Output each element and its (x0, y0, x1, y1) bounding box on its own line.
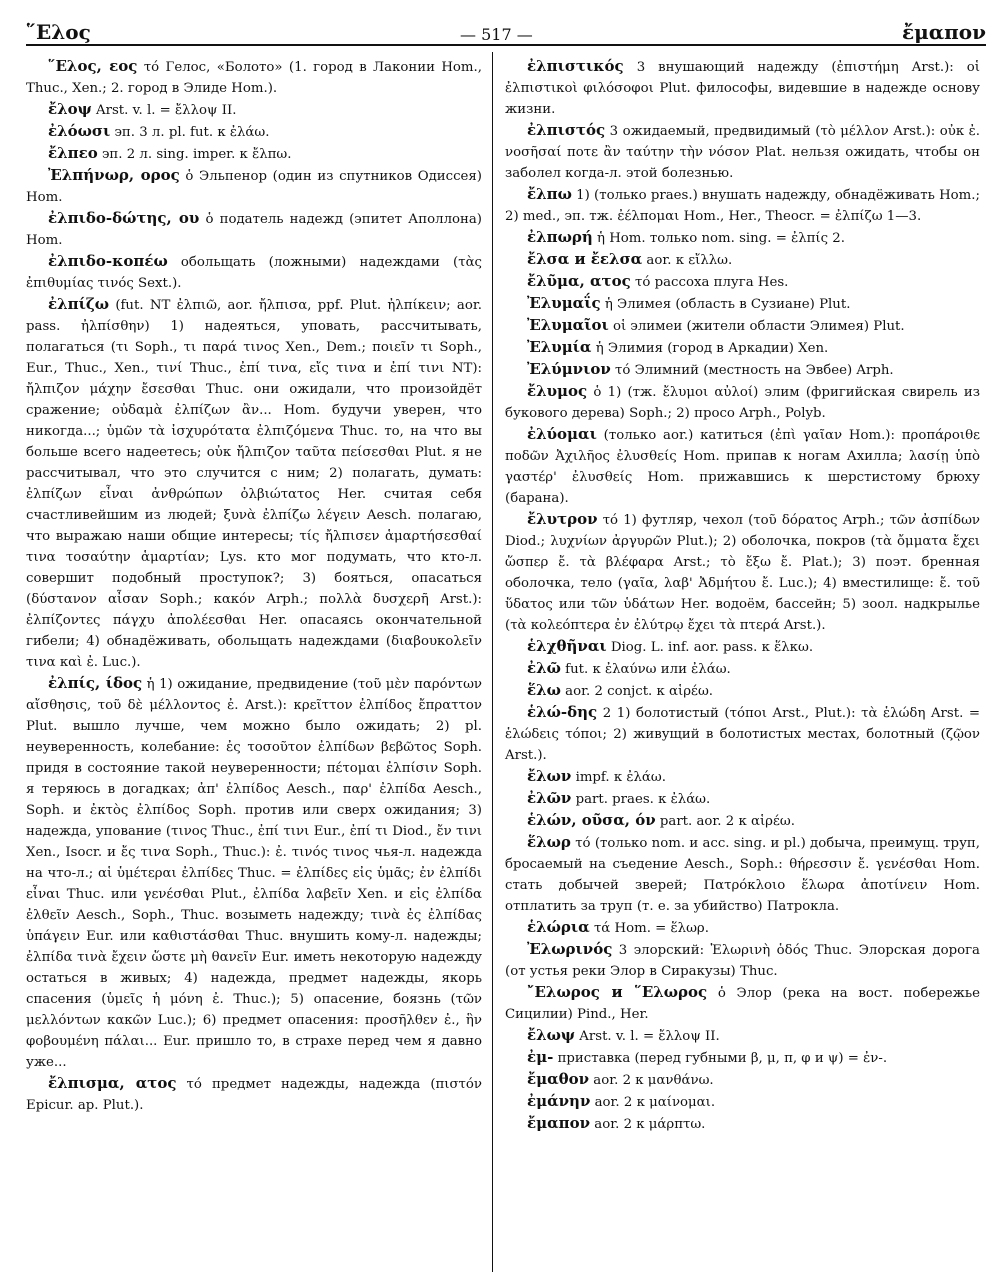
header-first-word: ῞Ελος (26, 20, 91, 44)
entry-definition: aor. 2 к μανθάνω. (593, 1073, 714, 1088)
entry-headword: Ἐλπήνωρ, ορος (48, 166, 180, 184)
entry-definition: ἡ Элимия (город в Аркадии) Xen. (595, 341, 829, 356)
dictionary-entry (505, 381, 980, 424)
dictionary-entry (505, 939, 980, 982)
entry-definition: part. aor. 2 к αἱρέω. (659, 814, 795, 829)
entry-definition: ἡ Элимея (область в Сузиане) Plut. (604, 297, 851, 312)
dictionary-entry (505, 658, 980, 680)
entry-headword: ἐλπιστός (527, 121, 606, 139)
dictionary-entry (505, 184, 980, 227)
entry-definition: τό Гелос, «Болото» (1. город в Лаконии Hom., Thuc., Xen.; 2. город в Элиде Hom.). (26, 60, 482, 96)
entry-headword: Ἐλωρινός (527, 940, 613, 958)
entry-definition: aor. 2 к μαίνομαι. (594, 1095, 716, 1110)
entry-definition: (fut. NT ἐλπιῶ, aor. ἤλπισα, ppf. Plut. ἠλπίκειν; aor. pass. ἠλπίσθην) 1) надеяться, уповать, рассчитывать, полагаться (τι Soph., τι παρά τινος Xen., Dem.; ποιεῖν τι Soph., Eur., Thuc., Xen., τινί Thuc., ἐπί τινα, εἴς τινα и ἐπί τινι NT): ἤλπιζον μάχην ἔσεσθαι Thuc. они ожидали, что произойдёт сражение; οὐδαμὰ ἐλπίζων ἂν... Hom. будучи уверен, что никогда...; ὑμῶν τὰ ἰσχυρότατα ἐλπιζόμενα Thuc. то, на что вы больше всего надеетесь; οὐκ ἤλπιζον ταῦτα πείσεσθαι Plut. я не рассчитывал, что это случится с ним; 2) полагать, думать: ἐλπίζων εἶναι ἀνθρώπων ὀλβιώτατος Her. считая себя счастливейшим из людей; ξυνὰ ἐλπίζω λέγειν Aesch. полагаю, что выражаю наши общие интересы; τίς ἤλπισεν ἁμαρτήσεσθαί τινα τοσαύτην ἁμαρτίαν; Lys. кто мог подумать, что кто-л. совершит подобный проступок?; 3) бояться, опасаться (δύστανον αἶσαν Soph.; κακόν Arph.; πολλὰ δυσχερῆ Arst.): ἐλπίζοντες πάγχυ ἀπολέεσθαι Her. опасаясь окончательной гибели; 4) обнадёживать, обольщать надеждами (διαβουκολεῖν τινα καὶ ἐ. Luc.). (26, 298, 482, 670)
dictionary-entry (505, 120, 980, 184)
dictionary-entry (505, 1091, 980, 1113)
dictionary-entry (505, 271, 980, 293)
entry-headword: ἔλπεο (48, 144, 98, 162)
entry-headword: ἐμ- (527, 1048, 554, 1066)
entry-headword: ἔλπισμα, ατος (48, 1074, 177, 1092)
entry-definition: эп. 2 л. sing. imper. к ἔλπω. (101, 147, 292, 162)
entry-headword: ἔλσα и ἔελσα (527, 250, 643, 268)
dictionary-entry (505, 56, 980, 120)
entry-definition: Arst. v. l. = ἔλλοψ II. (96, 103, 237, 118)
dictionary-entry (505, 810, 980, 832)
dictionary-entry (505, 702, 980, 766)
entry-headword: Ἐλύμνιον (527, 360, 611, 378)
dictionary-entry (505, 315, 980, 337)
entry-headword: ἐλῶν (527, 789, 572, 807)
dictionary-entry (505, 832, 980, 917)
columns (26, 52, 986, 1272)
entry-headword: ἑλώ-δης (527, 703, 598, 721)
entry-headword: ἔμαθον (527, 1070, 590, 1088)
page-number: — 517 — (460, 25, 533, 44)
dictionary-entry (26, 673, 482, 1073)
entry-headword: ἐμάνην (527, 1092, 591, 1110)
dictionary-entry (505, 424, 980, 509)
entry-definition: τό 1) футляр, чехол (τοῦ δόρατος Arph.; τῶν ἀσπίδων Diod.; λυχνίων ἀργυρῶν Plut.); 2) оболочка, покров (τὰ ὄμματα ἔχει ὥσπερ ἔ. τὰ βλέφαρα Arst.; τὸ ἔξω ἔ. Plat.); 3) поэт. бренная оболочка, тело (γαῖα, λαβ' Ἀδμήτου ἔ. Luc.); 4) вместилище: ἔ. τοῦ ὕδατος или τῶν ὑδάτων Her. водоём, бассейн; 5) зоол. надкрылье (τὰ κολεόπτερα ἐν ἐλύτρῳ ἔχει τὰ πτερά Arst.). (505, 513, 980, 633)
entry-headword: ἔλοψ (48, 100, 92, 118)
entry-headword: ἑλών, οῦσα, όν (527, 811, 656, 829)
entry-definition: приставка (перед губными β, μ, π, φ и ψ) = ἐν-. (557, 1051, 888, 1066)
dictionary-entry (505, 509, 980, 636)
entry-headword: ἔλωψ (527, 1026, 576, 1044)
entry-headword: ἔλυτρον (527, 510, 598, 528)
entry-headword: Ἐλυμία (527, 338, 592, 356)
entry-definition: (только aor.) катиться (ἐπὶ γαῖαν Hom.): προπάροιθε ποδῶν Ἀχιλῆος ἐλυσθείς Hom. припав к ногам Ахилла; λασίῃ ὑπὸ γαστέρ' ἐλυσθείς Hom. прижавшись к шерстистому брюху (барана). (505, 428, 980, 506)
left-column (26, 52, 492, 1272)
dictionary-entry (26, 56, 482, 99)
entry-headword: ἔλπω (527, 185, 572, 203)
entry-headword: ἔλων (527, 767, 572, 785)
entry-headword: ἐλπιστικός (527, 57, 624, 75)
entry-headword: ἑλχθῆναι (527, 637, 607, 655)
entry-definition: ὁ Элор (река на вост. побережье Сицилии) Pind., Her. (505, 986, 980, 1022)
dictionary-entry (505, 982, 980, 1025)
entry-definition: οἱ элимеи (жители области Элимея) Plut. (612, 319, 905, 334)
entry-headword: ἐλπωρή (527, 228, 593, 246)
entry-headword: Ἐλυμαΐς (527, 294, 601, 312)
dictionary-entry (26, 99, 482, 121)
entry-definition: τά Hom. = ἕλωρ. (593, 921, 709, 936)
entry-definition: impf. к ἐλάω. (575, 770, 666, 785)
entry-definition: τό Элимний (местность на Эвбее) Arph. (614, 363, 894, 378)
entry-headword: ἐλῶ (527, 659, 561, 677)
dictionary-entry (26, 165, 482, 208)
dictionary-entry (505, 1047, 980, 1069)
entry-headword: ἕλω (527, 681, 561, 699)
entry-definition: эп. 3 л. pl. fut. к ἐλάω. (114, 125, 270, 140)
entry-definition: 3 элорский: Ἐλωρινὴ ὁδός Thuc. Элорская дорога (от устья реки Элор в Сиракузы) Thuc. (505, 943, 980, 979)
entry-headword: ἔλυμος (527, 382, 588, 400)
entry-definition: 2 1) болотистый (τόποι Arst., Plut.): τὰ ἑλώδη Arst. = ἑλώδεις τόποι; 2) живущий в болотистых местах, болотный (ζῷον Arst.). (505, 706, 980, 763)
dictionary-entry (505, 680, 980, 702)
dictionary-entry (505, 636, 980, 658)
dictionary-entry (505, 249, 980, 271)
entry-definition: обольщать (ложными) надеждами (τὰς ἐπιθυμίας τινός Sext.). (26, 255, 482, 291)
entry-headword: ἐλπίζω (48, 295, 110, 313)
page-header (26, 14, 986, 46)
entry-definition: 3 внушающий надежду (ἐπιστήμη Arst.): οἱ ἐλπιστικοὶ φιλόσοφοι Plut. философы, видевшие в надежде основу жизни. (505, 60, 980, 117)
entry-definition: aor. 2 к μάρπτω. (594, 1117, 706, 1132)
entry-headword: ἐλπιδο-δώτης, ου (48, 209, 200, 227)
entry-definition: τό рассоха плуга Hes. (635, 275, 789, 290)
entry-headword: ἔμαπον (527, 1114, 591, 1132)
entry-definition: τό (только nom. и acc. sing. и pl.) добыча, преимущ. труп, бросаемый на съедение Aesch., Soph.: θήρεσσιν ἔ. γενέσθαι Hom. стать добычей зверей; Πατρόκλοιο ἕλωρα ἀποτίνειν Hom. отплатить за труп (т. е. за убийство) Патрокла. (505, 836, 980, 914)
entry-definition: aor. к εἴλλω. (646, 253, 733, 268)
entry-definition: Arst. v. l. = ἔλλοψ II. (579, 1029, 720, 1044)
right-column (492, 52, 980, 1272)
entry-definition: τό предмет надежды, надежда (πιστόν Epicur. ap. Plut.). (26, 1077, 482, 1113)
entry-headword: ἔλῦμα, ατος (527, 272, 631, 290)
dictionary-entry (26, 294, 482, 673)
entry-headword: ἕλωρ (527, 833, 571, 851)
entry-headword: ῎Ελωρος и ῞Ελωρος (527, 983, 708, 1001)
entry-headword: ἐλόωσι (48, 122, 111, 140)
entry-definition: aor. 2 conjct. к αἱρέω. (565, 684, 714, 699)
dictionary-entry (505, 917, 980, 939)
entry-definition: ὁ 1) (тж. ἔλυμοι αὐλοί) элим (фригийская свирель из букового дерева) Soph.; 2) просо Arph., Polyb. (505, 385, 980, 421)
entry-headword: ἐλπιδο-κοπέω (48, 252, 168, 270)
dictionary-entry (505, 359, 980, 381)
dictionary-entry (26, 121, 482, 143)
dictionary-entry (26, 251, 482, 294)
entry-definition: ὁ податель надежд (эпитет Аполлона) Hom. (26, 212, 482, 248)
entry-headword: Ἐλυμαῖοι (527, 316, 609, 334)
entry-headword: ἑλώρια (527, 918, 590, 936)
dictionary-entry (505, 1113, 980, 1135)
dictionary-entry (505, 227, 980, 249)
dictionary-entry (505, 293, 980, 315)
entry-headword: ἐλπίς, ίδος (48, 674, 143, 692)
entry-headword: ἐλύομαι (527, 425, 597, 443)
header-last-word: ἔμαπον (901, 20, 986, 44)
dictionary-entry (26, 208, 482, 251)
entry-definition: ἡ Hom. только nom. sing. = ἐλπίς 2. (597, 231, 845, 246)
entry-definition: 1) (только praes.) внушать надежду, обнадёживать Hom.; 2) med., эп. тж. ἐέλπομαι Hom., Her., Theocr. = ἐλπίζω 1—3. (505, 188, 980, 224)
dictionary-entry (505, 788, 980, 810)
entry-definition: ἡ 1) ожидание, предвидение (τοῦ μὲν παρόντων αἴσθησις, τοῦ δὲ μέλλοντος ἐ. Arst.): κρεῖττον ἐλπίδος ἔπραττον Plut. вышло лучше, чем можно было ожидать; 2) pl. неуверенность, колебание: ἐς τοσοῦτον ἐλπίδων βεβῶτος Soph. придя в состояние такой неуверенности; πέτομαι ἐλπίσιν Soph. я теряюсь в догадках; ἀπ' ἐλπίδος Aesch., παρ' ἐλπίδα Aesch., Soph. и ἐκτὸς ἐλπίδος Soph. против или сверх ожидания; 3) надежда, упование (τινος Thuc., ἐπί τινι Eur., ἐπί τι Diod., ἔν τινι Xen., Isocr. и ἔς τινα Soph., Thuc.): ἐ. τινός τινος чья-л. надежда на что-л.; αἱ ὑμέτεραι ἐλπίδες Thuc. = ἐλπίδες εἰς ὑμᾶς; ἐν ἐλπίδι εἶναι Thuc. или γενέσθαι Plut., ἐλπίδα λαβεῖν Xen. и εἰς ἐλπίδα ἐλθεῖν Aesch., Soph., Thuc. возыметь надежду; τινὰ ἐς ἐλπίδας ὑπάγειν Eur. или καθιστάσθαι Thuc. внушить кому-л. надежды; ἐλπίδα τινὰ ἔχειν ὥστε μὴ θανεῖν Eur. иметь некоторую надежду остаться в живых; 4) надежда, предмет надежды, якорь спасения (ὑμεῖς ἡ μόνη ἐ. Thuc.); 5) опасение, боязнь (τῶν μελλόντων κακῶν Luc.); 6) предмет опасения: προσῆλθεν ἐ., ἣν φοβουμένη πάλαι... Eur. пришло то, в страхе перед чем я давно уже... (26, 677, 483, 1070)
dictionary-entry (505, 766, 980, 788)
entry-definition: Diog. L. inf. aor. pass. к ἕλκω. (610, 640, 814, 655)
dictionary-entry (505, 337, 980, 359)
dictionary-entry (26, 1073, 482, 1116)
entry-definition: fut. к ἐλαύνω или ἐλάω. (565, 662, 731, 677)
dictionary-entry (26, 143, 482, 165)
entry-definition: part. praes. к ἐλάω. (575, 792, 711, 807)
dictionary-entry (505, 1025, 980, 1047)
entry-definition: 3 ожидаемый, предвидимый (τὸ μέλλον Arst.): οὐκ ἐ. νοσῆσαί ποτε ἂν ταύτην τὴν νόσον Plat. нельзя ожидать, чтобы он заболел когда-л. этой болезнью. (505, 124, 980, 181)
entry-headword: ῞Ελος, εος (48, 57, 138, 75)
entry-definition: ὁ Эльпенор (один из спутников Одиссея) Hom. (26, 169, 482, 205)
dictionary-entry (505, 1069, 980, 1091)
